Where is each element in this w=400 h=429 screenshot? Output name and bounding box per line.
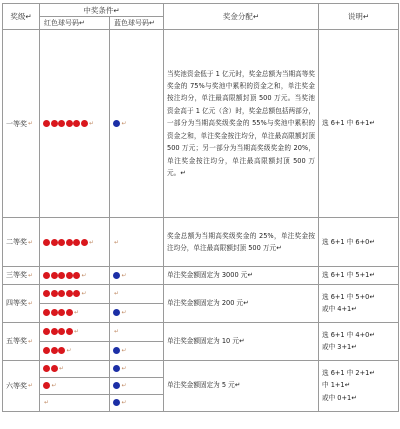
- blue-ball-icon: [113, 272, 120, 279]
- red-ball-icon: [81, 239, 88, 246]
- blue-balls-cell: [110, 360, 164, 377]
- prize-table: [2, 3, 399, 412]
- blue-ball-icon: [113, 399, 120, 406]
- return-mark: ↵: [28, 120, 34, 127]
- blue-ball-icon: [113, 382, 120, 389]
- return-mark: ↵: [121, 399, 127, 407]
- prize-level-label: 六等奖: [6, 381, 27, 390]
- red-ball-icon: [51, 309, 58, 316]
- prize-allocation: 单注奖金额固定为 3000 元↵: [164, 267, 319, 285]
- red-ball-icon: [66, 290, 73, 297]
- red-ball-icon: [43, 120, 50, 127]
- red-ball-icon: [43, 382, 50, 389]
- prize-note-line: 选 6+1 中 6+1↵: [322, 119, 375, 128]
- red-ball-icon: [43, 365, 50, 372]
- return-mark: ↵: [28, 382, 34, 390]
- return-mark: ↵: [121, 347, 127, 355]
- blue-ball-icon: [113, 120, 120, 127]
- return-mark: ↵: [59, 365, 65, 373]
- blue-balls-cell: [110, 284, 164, 303]
- red-ball-icon: [58, 120, 65, 127]
- prize-notes: [319, 30, 399, 218]
- red-ball-icon: [43, 290, 50, 297]
- red-ball-icon: [51, 290, 58, 297]
- header-conditions: 中奖条件↵: [40, 4, 164, 17]
- red-balls-cell: [40, 377, 110, 394]
- return-mark: ↵: [81, 271, 87, 279]
- prize-level: [3, 360, 40, 411]
- red-ball-icon: [58, 347, 65, 354]
- prize-note-line: 或中 0+1↵: [322, 393, 357, 402]
- prize-note-line: 选 6+1 中 5+1↵: [322, 271, 375, 279]
- return-mark: ↵: [121, 120, 127, 127]
- return-mark: ↵: [89, 238, 95, 246]
- red-ball-icon: [43, 328, 50, 335]
- return-mark: ↵: [81, 290, 87, 298]
- red-ball-icon: [51, 272, 58, 279]
- header-notes: 说明↵: [319, 4, 399, 30]
- prize-allocation: 奖金总额为当期高奖级奖金的 25%，单注奖金按注均分，单注最高限额封顶 500 万元↵: [164, 218, 319, 267]
- blue-balls-cell: [110, 394, 164, 411]
- prize-level: [3, 30, 40, 218]
- prize-notes: [319, 267, 399, 285]
- red-balls-cell: [40, 322, 110, 341]
- red-balls-cell: [40, 360, 110, 377]
- blue-balls-cell: [110, 322, 164, 341]
- prize-level-label: 二等奖: [6, 238, 27, 246]
- red-ball-icon: [73, 290, 80, 297]
- red-balls-cell: [40, 218, 110, 267]
- prize-table-body: [3, 30, 399, 412]
- red-ball-icon: [66, 120, 73, 127]
- return-mark: ↵: [28, 238, 34, 246]
- red-ball-icon: [58, 290, 65, 297]
- prize-row: [3, 267, 399, 285]
- red-ball-icon: [73, 272, 80, 279]
- red-ball-icon: [73, 120, 80, 127]
- prize-notes: [319, 218, 399, 267]
- prize-row: [3, 218, 399, 267]
- prize-level: [3, 322, 40, 360]
- red-ball-icon: [43, 309, 50, 316]
- return-mark: ↵: [121, 365, 127, 373]
- red-ball-icon: [51, 239, 58, 246]
- red-ball-icon: [58, 328, 65, 335]
- return-mark: ↵: [28, 337, 34, 345]
- blue-balls-cell: [110, 218, 164, 267]
- return-mark: ↵: [89, 120, 95, 127]
- return-mark: ↵: [114, 328, 120, 336]
- return-mark: ↵: [121, 271, 127, 279]
- return-mark: ↵: [114, 290, 120, 298]
- blue-balls-cell: [110, 303, 164, 322]
- prize-level-label: 一等奖: [6, 119, 27, 128]
- prize-level-label: 四等奖: [6, 299, 27, 308]
- red-ball-icon: [43, 347, 50, 354]
- header-level: 奖级↵: [3, 4, 40, 30]
- header-allocation: 奖金分配↵: [164, 4, 319, 30]
- red-ball-icon: [58, 239, 65, 246]
- prize-level-label: 五等奖: [6, 337, 27, 346]
- return-mark: ↵: [121, 382, 127, 390]
- prize-level: [3, 218, 40, 267]
- red-balls-cell: [40, 303, 110, 322]
- return-mark: ↵: [121, 309, 127, 317]
- prize-notes: [319, 360, 399, 411]
- prize-notes: [319, 284, 399, 322]
- prize-level: [3, 284, 40, 322]
- red-ball-icon: [66, 309, 73, 316]
- prize-note-line: 选 6+1 中 4+0↵: [322, 330, 375, 339]
- prize-allocation: 单注奖金额固定为 200 元↵: [164, 284, 319, 322]
- prize-level-label: 三等奖: [6, 271, 27, 280]
- red-ball-icon: [66, 328, 73, 335]
- red-ball-icon: [58, 272, 65, 279]
- red-balls-cell: [40, 30, 110, 218]
- prize-note-line: 或中 4+1↵: [322, 305, 357, 314]
- return-mark: ↵: [28, 299, 34, 307]
- return-mark: ↵: [74, 328, 80, 336]
- return-mark: ↵: [66, 347, 72, 355]
- red-balls-cell: [40, 394, 110, 411]
- prize-allocation: 单注奖金额固定为 5 元↵: [164, 360, 319, 411]
- prize-allocation: 单注奖金额固定为 10 元↵: [164, 322, 319, 360]
- red-ball-icon: [81, 120, 88, 127]
- red-ball-icon: [51, 365, 58, 372]
- prize-note-line: 选 6+1 中 2+1↵: [322, 368, 375, 377]
- blue-balls-cell: [110, 377, 164, 394]
- prize-allocation: 当奖池资金低于 1 亿元时，奖金总额为当期高等奖奖金的 75%与奖池中累积的资金之和，单注奖金按注均分，单注最高限额封顶 500 万元。当奖池资金高于 1 亿元（含）时，奖金总额包括两部分，一部分为当期高奖级奖金的 55%与奖池中累积的资金之和，单注奖金按注均分，单注最高限额封顶 500 万元；另一部分为当期高奖级奖金的 20%，单注奖金按注均分，单注最高限额封顶 500 万元。↵: [164, 30, 319, 218]
- blue-balls-cell: [110, 267, 164, 285]
- red-ball-icon: [58, 309, 65, 316]
- red-ball-icon: [66, 239, 73, 246]
- red-balls-cell: [40, 284, 110, 303]
- blue-ball-icon: [113, 365, 120, 372]
- return-mark: ↵: [44, 399, 50, 407]
- red-ball-icon: [43, 272, 50, 279]
- header-blue-balls: 蓝色球号码↵: [110, 17, 164, 30]
- prize-note-line: 选 6+1 中 5+0↵: [322, 292, 375, 301]
- prize-row: [3, 30, 399, 218]
- return-mark: ↵: [51, 382, 57, 390]
- red-ball-icon: [43, 239, 50, 246]
- blue-balls-cell: [110, 341, 164, 360]
- prize-row: [3, 322, 399, 341]
- prize-level: [3, 267, 40, 285]
- prize-row: [3, 360, 399, 377]
- red-ball-icon: [66, 272, 73, 279]
- return-mark: ↵: [28, 271, 34, 279]
- red-ball-icon: [73, 239, 80, 246]
- blue-ball-icon: [113, 309, 120, 316]
- prize-note-line: 中 1+1↵: [322, 381, 351, 390]
- return-mark: ↵: [74, 309, 80, 317]
- prize-note-line: 选 6+1 中 6+0↵: [322, 237, 375, 246]
- blue-ball-icon: [113, 347, 120, 354]
- red-balls-cell: [40, 341, 110, 360]
- red-ball-icon: [51, 120, 58, 127]
- red-ball-icon: [51, 347, 58, 354]
- header-red-balls: 红色球号码↵: [40, 17, 110, 30]
- return-mark: ↵: [114, 238, 120, 246]
- red-ball-icon: [51, 328, 58, 335]
- prize-note-line: 或中 3+1↵: [322, 343, 357, 352]
- prize-notes: [319, 322, 399, 360]
- blue-balls-cell: [110, 30, 164, 218]
- red-balls-cell: [40, 267, 110, 285]
- prize-row: [3, 284, 399, 303]
